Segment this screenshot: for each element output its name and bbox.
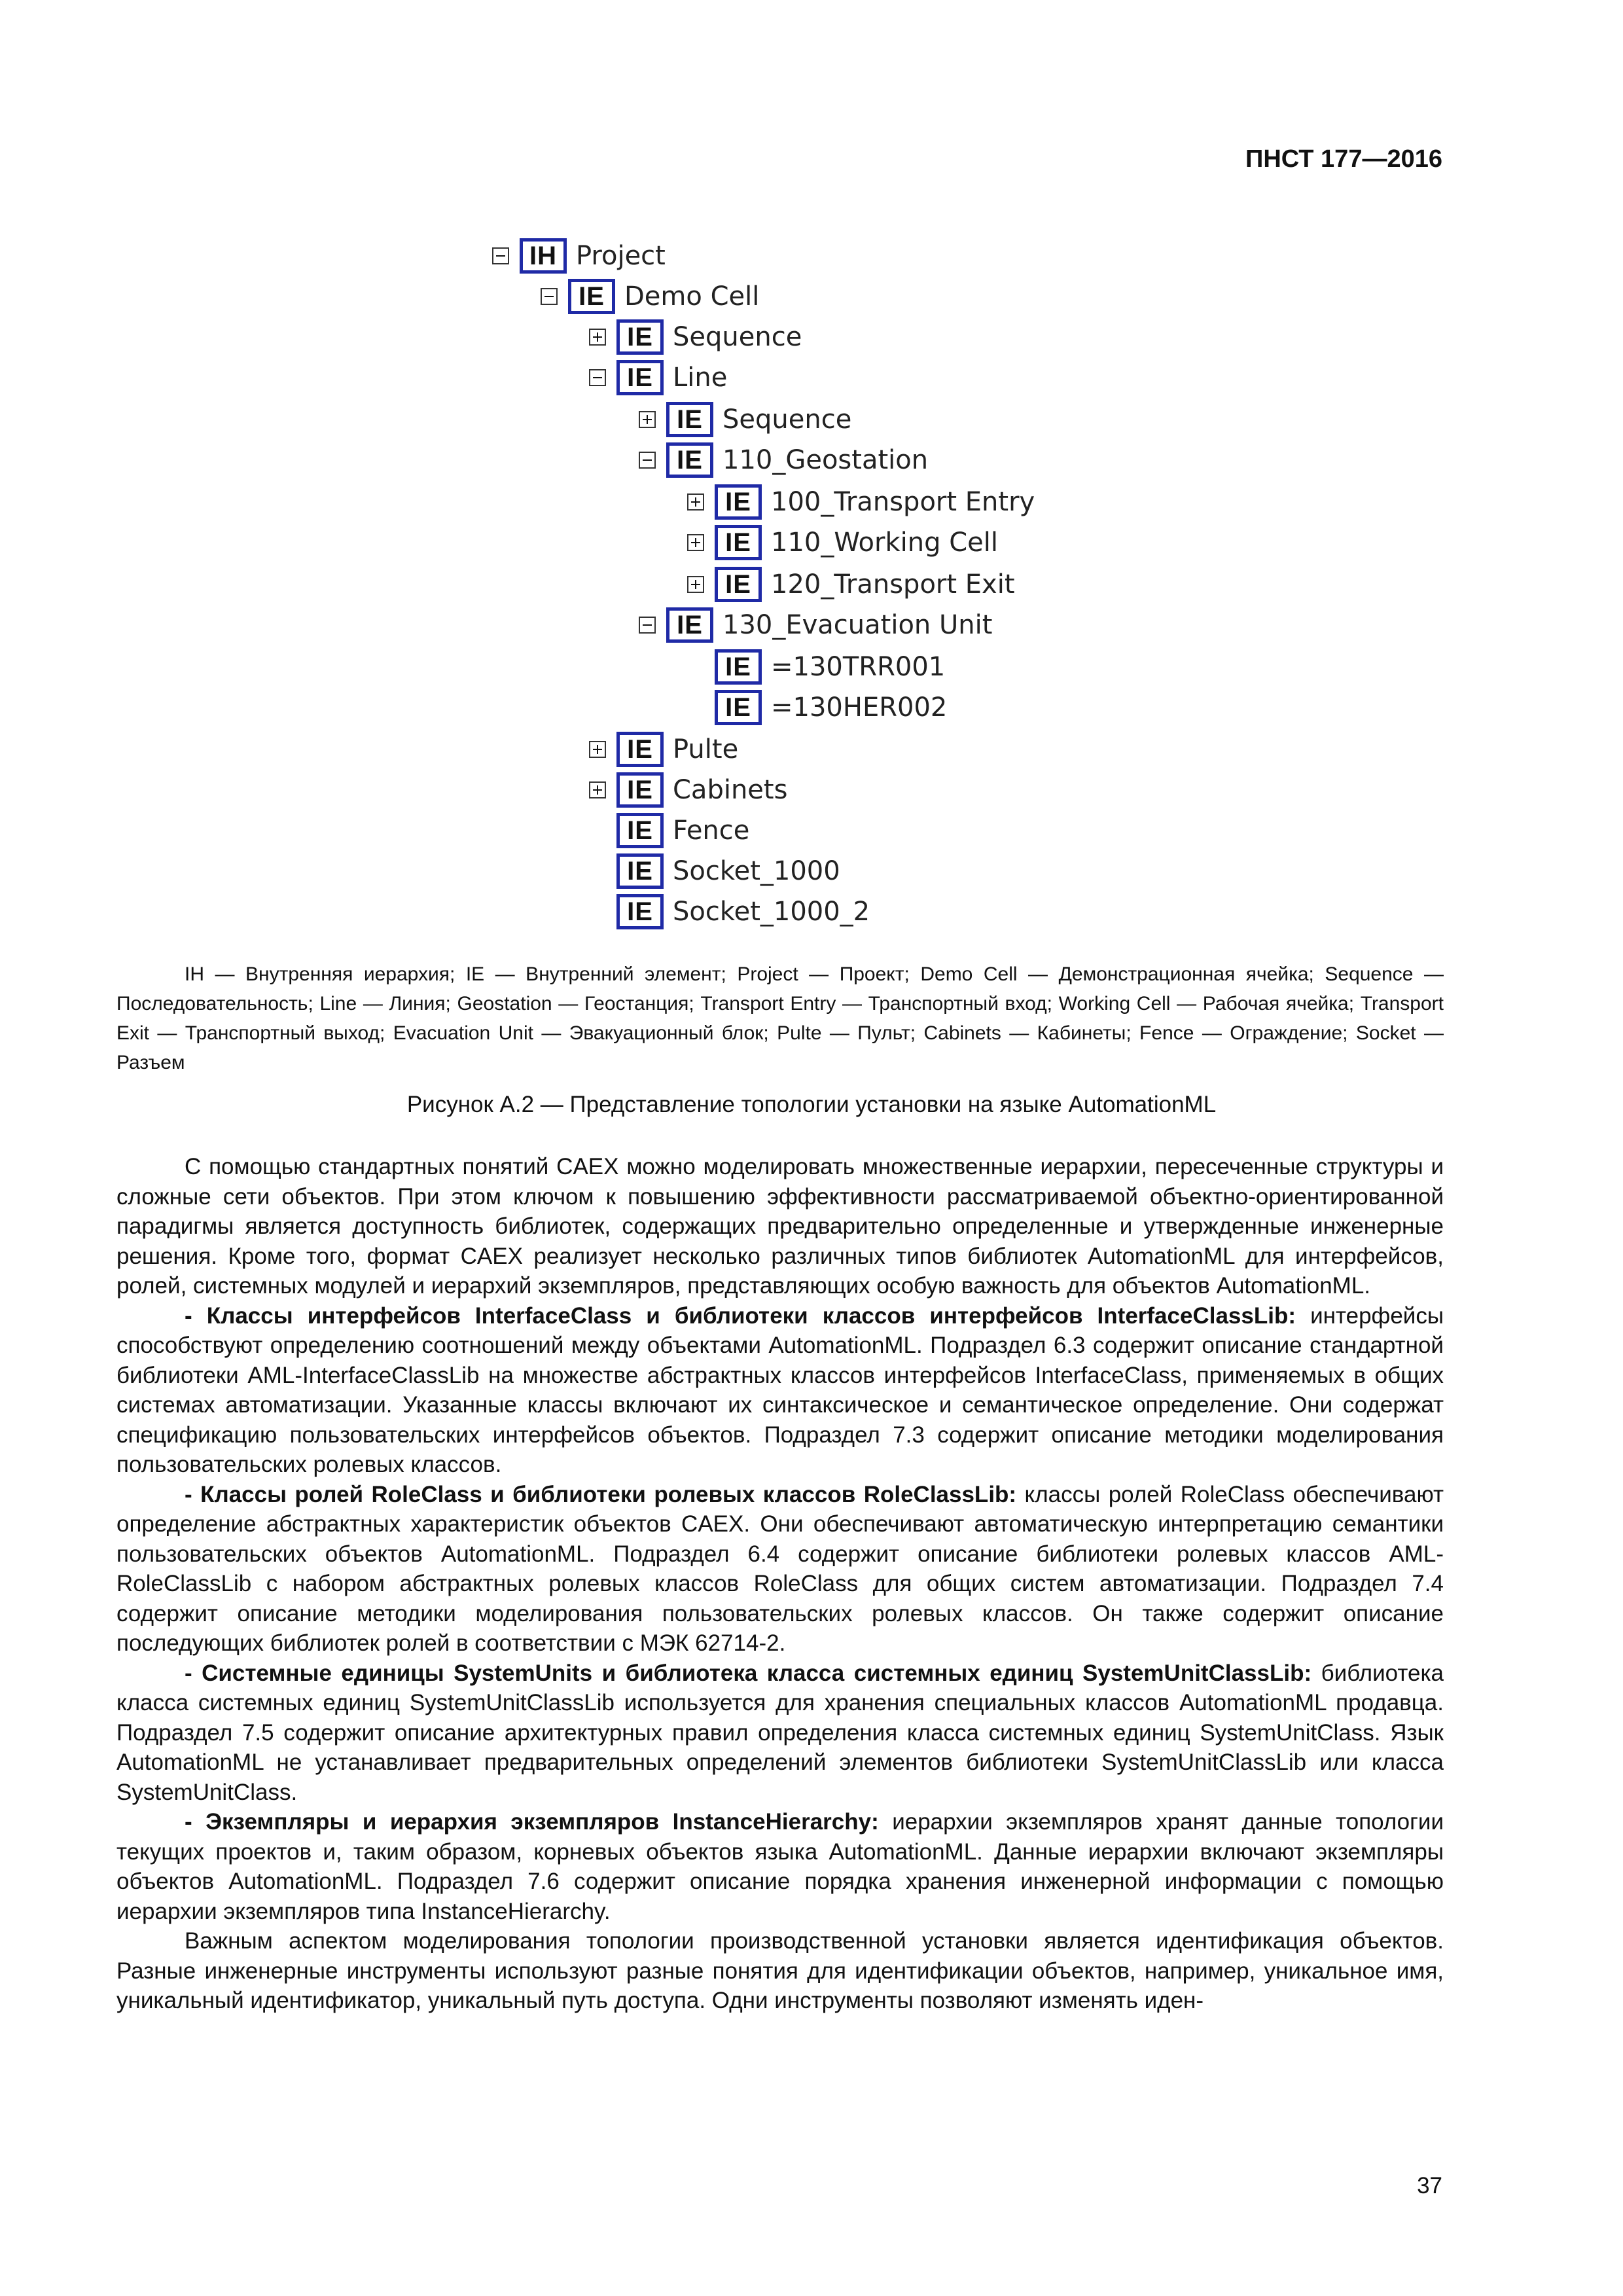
tree-node-label: Socket_1000_2 — [673, 897, 870, 927]
paragraph — [116, 1480, 1444, 1659]
tree-node — [589, 771, 787, 809]
expand-icon[interactable] — [687, 493, 704, 511]
tree-node-badge: IH — [520, 238, 567, 274]
tree-node-label: Sequence — [673, 322, 802, 352]
tree-node-badge: IE — [666, 402, 713, 437]
paragraph: Важным аспектом моделирования топологии производственной установки является идентификация объектов. Разные инженерные инструменты используют разные понятия для идентификации объектов, например, уникальное имя, уникальный идентификатор, уникальный путь доступа. Одни инструменты позволяют изменять иден- — [116, 1928, 1444, 2013]
collapse-icon[interactable] — [492, 247, 509, 264]
tree-node-label: Demo Cell — [624, 281, 760, 312]
tree-node-label: Project — [576, 241, 666, 271]
tree-node-badge: IE — [616, 319, 664, 355]
tree-node — [492, 237, 666, 275]
paragraph: С помощью стандартных понятий CAEX можно моделировать множественные иерархии, пересеченные структуры и сложные сети объектов. При этом ключом к повышению эффективности рассматриваемой объектно-ориентированной парадигмы является доступность библиотек, содержащих предварительно определенные и утвержденные инженерные решения. Кроме того, формат CAEX реализует несколько различных типов библиотек AutomationML для интерфейсов, ролей, системных модулей и иерархий экземпляров, представляющих особую важность для объектов AutomationML. — [116, 1154, 1444, 1299]
tree-node — [687, 648, 945, 686]
expand-icon[interactable] — [687, 576, 704, 593]
tree-node-label: =130HER002 — [771, 692, 948, 723]
term-definition: интерфейсы способствуют определению соотношений между объектами AutomationML. Подраздел 6.3 содержит описание стандартной библиотеки AML-InterfaceClassLib на множестве абстрактных классов интерфейсов InterfaceClass, применяемых в общих системах автоматизации. Указанные классы включают их синтаксическое и семантическое определение. Они содержат спецификацию пользовательских интерфейсов объектов. Подраздел 7.3 содержит описание методики моделирования пользовательских ролевых классов. — [116, 1302, 1444, 1477]
expand-icon[interactable] — [589, 329, 606, 346]
tree-node-label: 130_Evacuation Unit — [722, 610, 993, 640]
page-number: 37 — [1417, 2173, 1442, 2198]
tree-node-badge: IE — [666, 442, 713, 478]
tree-node-badge: IE — [715, 567, 762, 602]
tree-node-label: 110_Working Cell — [771, 528, 998, 558]
tree-node-label: Line — [673, 363, 728, 393]
collapse-icon[interactable] — [589, 369, 606, 386]
tree-node-label: Pulte — [673, 734, 739, 764]
paragraph — [116, 1301, 1444, 1480]
tree-node — [589, 893, 870, 931]
tree-node-badge: IE — [715, 484, 762, 520]
term-definition: иерархии экземпляров хранят данные топологии текущих проектов и, таким образом, корневых объектов языка AutomationML. Данные иерархии включают экземпляры объектов AutomationML. Подраздел 7.6 содержит описание порядка хранения инженерной информации с помощью иерархии экземпляров типа InstanceHierarchy. — [116, 1809, 1444, 1924]
figure-legend-text: IH — Внутренняя иерархия; IE — Внутренний элемент; Project — Проект; Demo Cell — Демонстрационная ячейка; Sequence — Последовательность; Line — Линия; Geostation — Геостанция; Transport Entry — Транспортный вход; Working Cell — Рабочая ячейка; Transport Exit — Транспортный выход; Evacuation Unit — Эвакуационный блок; Pulte — Пульт; Cabinets — Кабинеты; Fence — Ограждение; Socket — Разъем — [116, 963, 1444, 1073]
tree-node-badge: IE — [616, 732, 664, 767]
collapse-icon[interactable] — [639, 617, 656, 634]
term-heading: - Классы ролей RoleClass и библиотеки ролевых классов RoleClassLib: — [185, 1481, 1017, 1507]
tree-node-label: Sequence — [722, 404, 852, 435]
expand-icon[interactable] — [589, 741, 606, 758]
paragraph — [116, 1659, 1444, 1808]
term-definition: классы ролей RoleClass обеспечивают определение абстрактных характеристик объектов CAEX. Они обеспечивают автоматическую интерпретацию семантики пользовательских объектов AutomationML. Подраздел 6.4 содержит описание библиотеки ролевых классов AML-RoleClassLib с набором абстрактных ролевых классов RoleClass для общих систем автоматизации. Подраздел 7.4 содержит описание методики моделирования пользовательских ролевых классов. Он также содержит описание последующих библиотек ролей в соответствии с МЭК 62714-2. — [116, 1481, 1444, 1656]
tree-node-badge: IE — [715, 649, 762, 685]
tree-node-label: Fence — [673, 816, 750, 846]
tree-node — [589, 359, 727, 397]
tree-node — [687, 565, 1015, 603]
term-heading: - Классы интерфейсов InterfaceClass и библиотеки классов интерфейсов InterfaceClassLib: — [185, 1302, 1296, 1329]
tree-node — [687, 483, 1035, 521]
expand-icon[interactable] — [589, 781, 606, 798]
tree-node-badge: IE — [616, 360, 664, 395]
tree-node — [589, 852, 840, 890]
tree-node-badge: IE — [666, 607, 713, 643]
tree-node-badge: IE — [616, 853, 664, 889]
term-definition: библиотека класса системных единиц SystemUnitClassLib используется для хранения специальных классов AutomationML продавца. Подраздел 7.5 содержит описание архитектурных правил определения класса системных единиц SystemUnitClass. Язык AutomationML не устанавливает предварительных определений элементов библиотеки SystemUnitClassLib или класса SystemUnitClass. — [116, 1660, 1444, 1805]
tree-node-badge: IE — [616, 813, 664, 848]
tree-node-label: 110_Geostation — [722, 445, 929, 475]
tree-node — [639, 401, 851, 439]
tree-node — [589, 730, 738, 768]
tree-node-label: 120_Transport Exit — [771, 569, 1015, 600]
tree-node — [589, 318, 802, 356]
figure-legend — [116, 960, 1444, 1077]
figure-caption: Рисунок А.2 — Представление топологии установки на языке AutomationML — [406, 1092, 1217, 1117]
tree-node-badge: IE — [715, 690, 762, 725]
collapse-icon[interactable] — [639, 452, 656, 469]
document-id: ПНСТ 177—2016 — [1245, 145, 1442, 173]
term-heading: - Экземпляры и иерархия экземпляров InstanceHierarchy: — [185, 1809, 879, 1835]
tree-node — [541, 278, 759, 315]
expand-icon[interactable] — [639, 411, 656, 428]
tree-node-badge: IE — [616, 772, 664, 808]
tree-node-label: 100_Transport Entry — [771, 487, 1035, 517]
tree-node — [687, 689, 947, 726]
tree-node-badge: IE — [715, 525, 762, 560]
tree-node-badge: IE — [616, 894, 664, 929]
term-heading: - Системные единицы SystemUnits и библиотека класса системных единиц SystemUnitClassLib: — [185, 1660, 1312, 1686]
tree-node-label: Cabinets — [673, 775, 788, 805]
expand-icon[interactable] — [687, 534, 704, 551]
tree-node — [687, 524, 998, 562]
collapse-icon[interactable] — [541, 288, 558, 305]
tree-node-label: Socket_1000 — [673, 856, 840, 886]
body-text — [116, 1152, 1444, 2016]
tree-node-badge: IE — [568, 279, 615, 314]
tree-node — [639, 441, 928, 479]
tree-node — [639, 606, 992, 644]
paragraph — [116, 1807, 1444, 1926]
tree-node — [589, 812, 749, 850]
tree-node-label: =130TRR001 — [771, 652, 946, 682]
